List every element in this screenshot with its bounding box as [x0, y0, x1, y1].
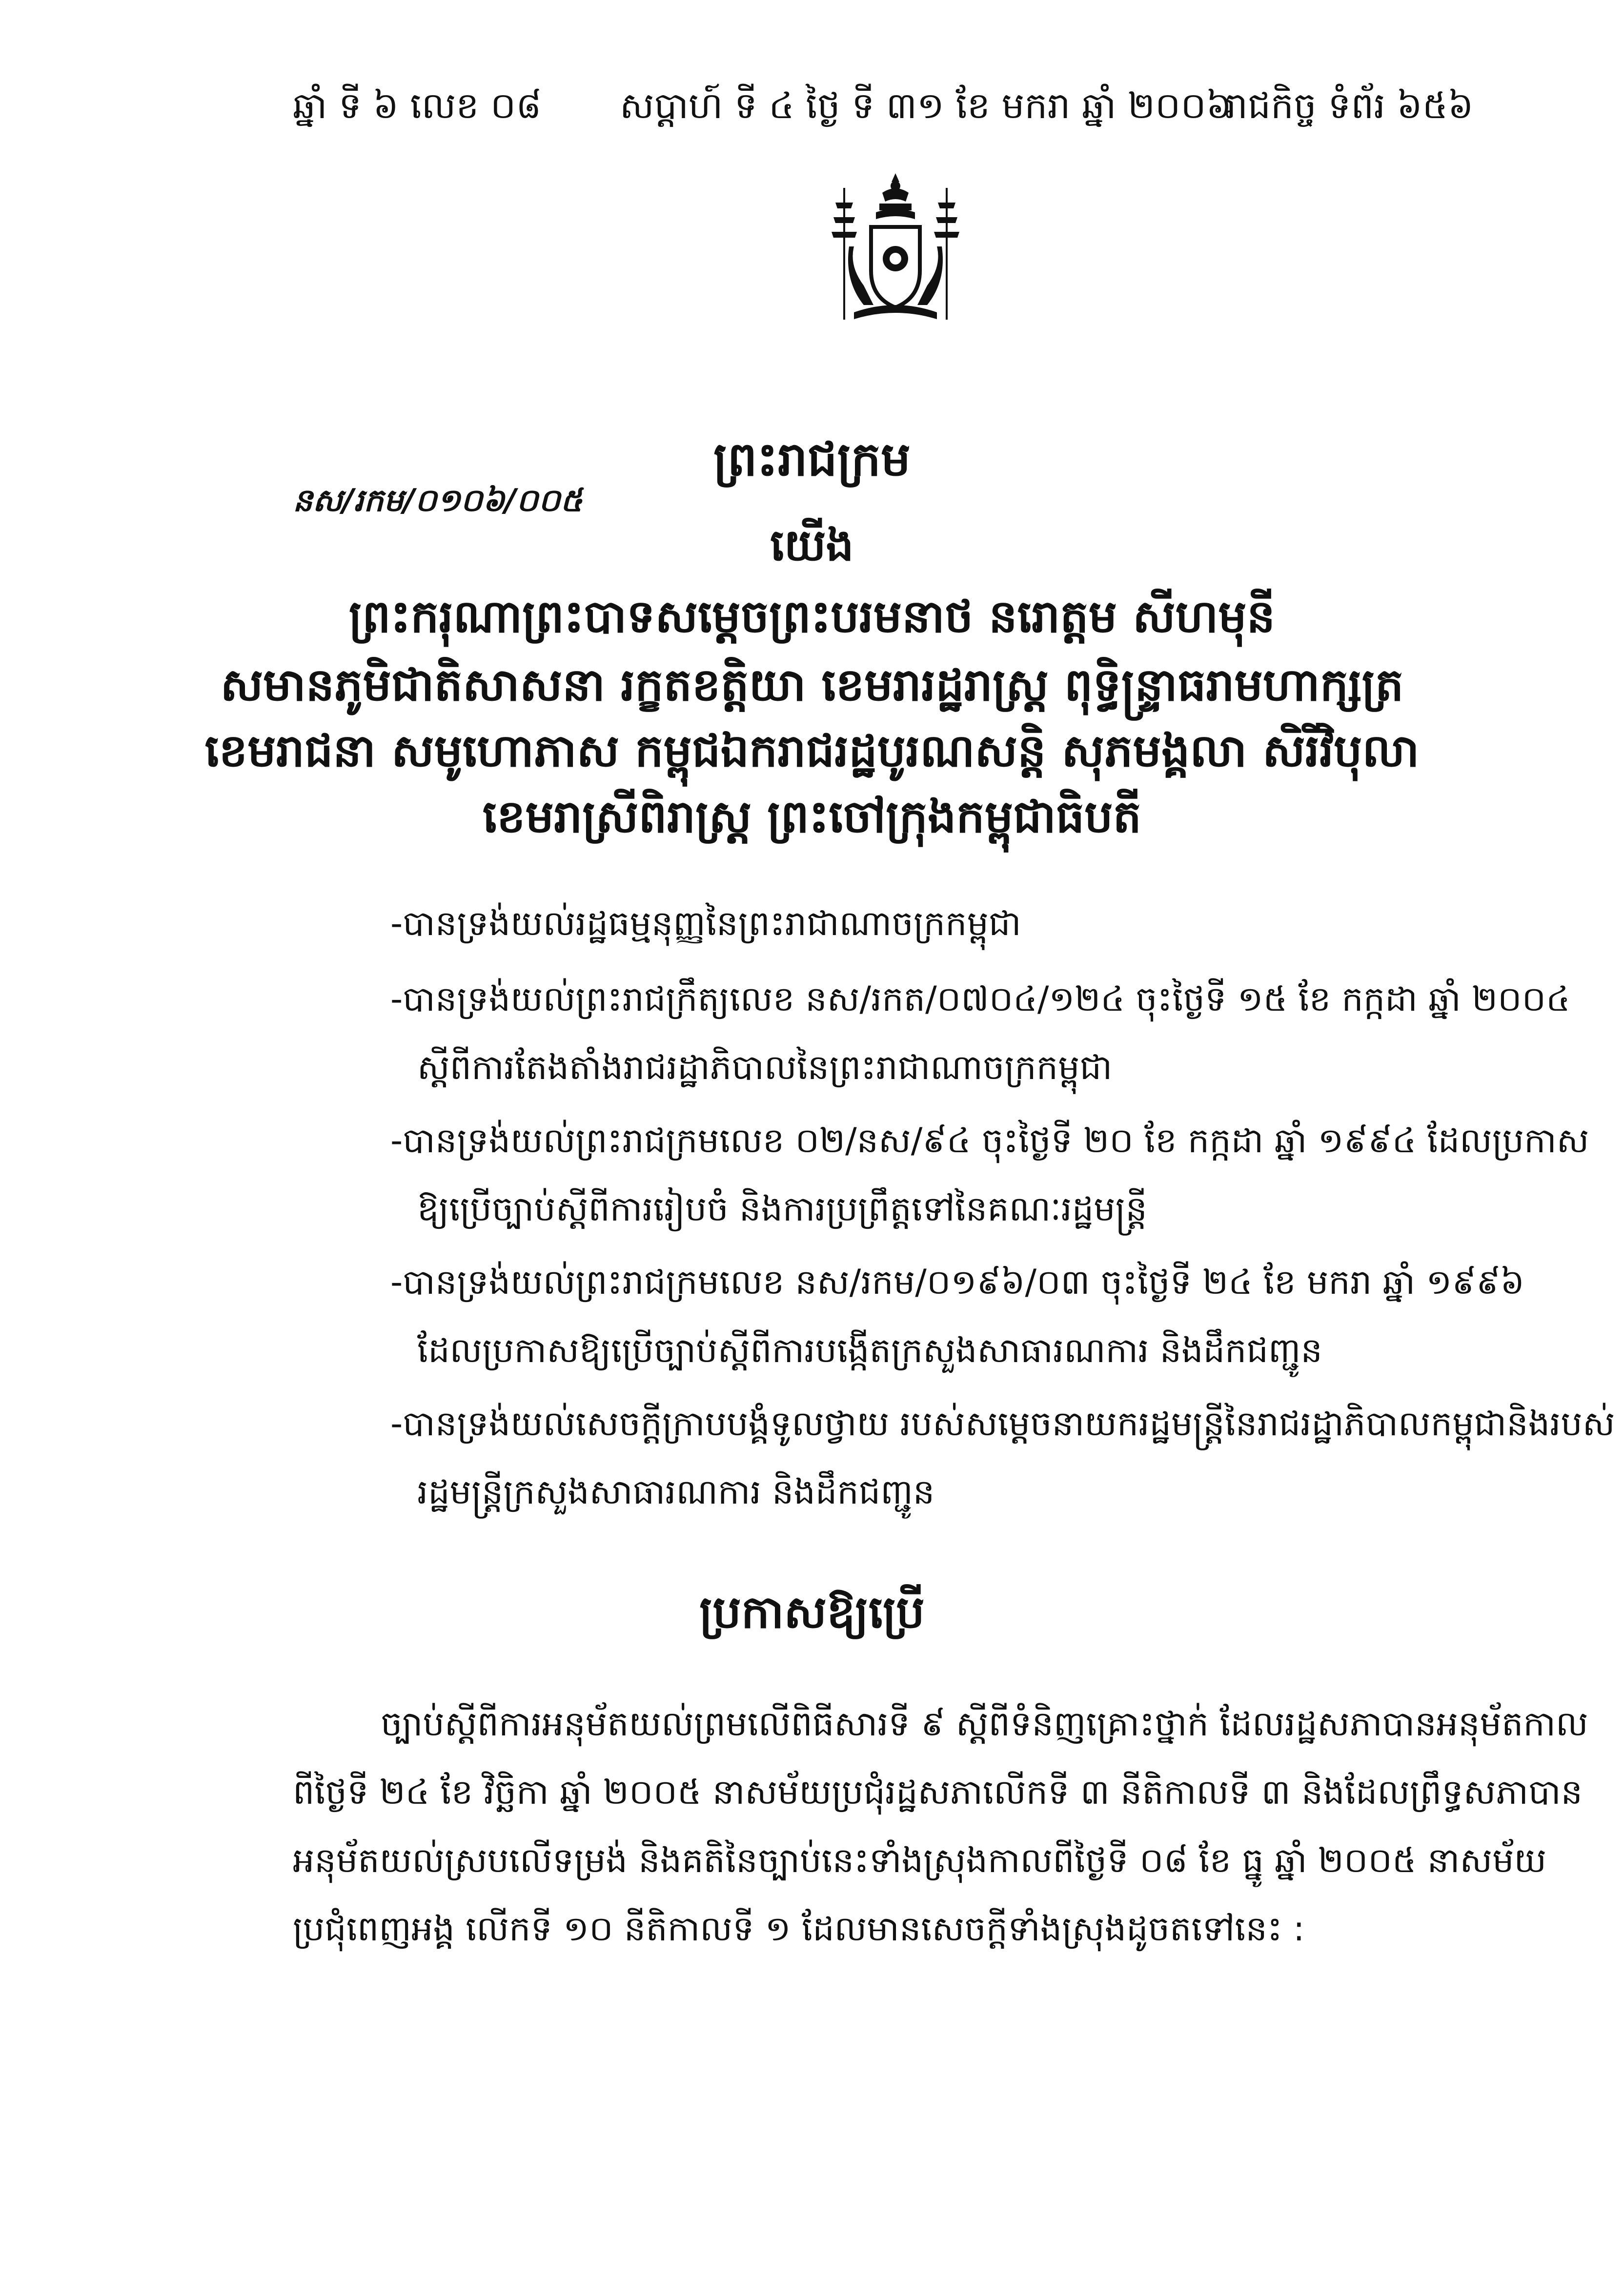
visa-item: -បានទ្រង់យល់ព្រះរាជក្រមលេខ ០២/នស/៩៤ ចុះថ្ងៃទី ២០ ខែ កក្កដា ឆ្នាំ ១៩៩៤ ដែលប្រកាស [390, 1121, 1589, 1161]
promulgate-title: ប្រកាសឱ្យប្រើ [699, 1586, 925, 1638]
body-paragraph-line: ច្បាប់ស្តីពីការអនុម័តយល់ព្រមលើពិធីសារទី ៩ ស្តីពីទំនិញគ្រោះថ្នាក់ ដែលរដ្ឋសភាបានអនុម័តកាល [381, 1704, 1588, 1744]
body-paragraph-line: ពីថ្ងៃទី ២៤ ខែ វិច្ឆិកា ឆ្នាំ ២០០៥ នាសម័យប្រជុំរដ្ឋសភាលើកទី ៣ នីតិកាលទី ៣ និងដែលព្រឹទ្ធសភាបាន [293, 1772, 1583, 1812]
visa-item: -បានទ្រង់យល់រដ្ឋធម្មនុញ្ញនៃព្រះរាជាណាចក្រកម្ពុជា [390, 903, 1021, 943]
visa-item: -បានទ្រង់យល់សេចក្តីក្រាបបង្គំទូលថ្វាយ របស់សម្តេចនាយករដ្ឋមន្ត្រីនៃរាជរដ្ឋាភិបាលកម្ពុជានិងរបស់ [390, 1404, 1615, 1444]
decree-we-heading: យើង [770, 520, 854, 571]
king-title-line: សមានភូមិជាតិសាសនា រក្ខតខត្តិយា ខេមរារដ្ឋរាស្ត្រ ពុទ្ធិន្ទ្រាធរាមហាក្សត្រ [220, 659, 1404, 711]
king-title-line: ព្រះករុណាព្រះបាទសម្តេចព្រះបរមនាថ នរោត្តម សីហមុនី [348, 591, 1276, 643]
body-paragraph-line: អនុម័តយល់ស្របលើទម្រង់ និងគតិនៃច្បាប់នេះទាំងស្រុងកាលពីថ្ងៃទី ០៨ ខែ ធ្នូ ឆ្នាំ ២០០៥ នាសម័យ [293, 1840, 1547, 1880]
decree-title: ព្រះរាជក្រម [713, 432, 911, 487]
visa-item: -បានទ្រង់យល់ព្រះរាជក្រមលេខ នស/រកម/០១៩៦/០៣ ចុះថ្ងៃទី ២៤ ខែ មករា ឆ្នាំ ១៩៩៦ [390, 1262, 1525, 1302]
decree-reference-number: នស/រកម/០១០៦/០០៥ [293, 483, 583, 519]
visa-item-continuation: ស្តីពីការតែងតាំងរាជរដ្ឋាភិបាលនៃព្រះរាជាណាចក្រកម្ពុជា [417, 1047, 1113, 1087]
visa-item-continuation: ឱ្យប្រើច្បាប់ស្តីពីការរៀបចំ និងការប្រព្រឹត្តទៅនៃគណៈរដ្ឋមន្ត្រី [417, 1189, 1147, 1229]
king-title-line: ខេមរាជនា សមូហោភាស កម្ពុជឯករាជរដ្ឋបូរណសន្តិ សុភមង្គលា សិរីវិបុលា [204, 725, 1420, 777]
king-title-line: ខេមរាស្រីពិរាស្ត្រ ព្រះចៅក្រុងកម្ពុជាធិបតី [482, 791, 1142, 843]
header-issue-number: ឆ្នាំ ទី ៦ លេខ ០៨ [293, 85, 542, 127]
royal-coat-of-arms-icon [825, 173, 966, 329]
visa-item: -បានទ្រង់យល់ព្រះរាជក្រឹត្យលេខ នស/រកត/០៧០៤/១២៤ ចុះថ្ងៃទី ១៥ ខែ កក្កដា ឆ្នាំ ២០០៤ [390, 979, 1570, 1019]
header-page-number: រាជកិច្ច ទំព័រ ៦៥៦ [1225, 85, 1474, 127]
visa-item-continuation: ដែលប្រកាសឱ្យប្រើច្បាប់ស្តីពីការបង្កើតក្រសួងសាធារណការ និងដឹកជញ្ជូន [417, 1330, 1322, 1370]
body-paragraph-line: ប្រជុំពេញអង្គ លើកទី ១០ នីតិកាលទី ១ ដែលមានសេចក្តីទាំងស្រុងដូចតទៅនេះ : [293, 1909, 1305, 1949]
header-date: សប្តាហ៍ ទី ៤ ថ្ងៃ ទី ៣១ ខែ មករា ឆ្នាំ ២០០៦ [620, 85, 1232, 127]
visa-item-continuation: រដ្ឋមន្ត្រីក្រសួងសាធារណការ និងដឹកជញ្ជូន [417, 1472, 935, 1512]
